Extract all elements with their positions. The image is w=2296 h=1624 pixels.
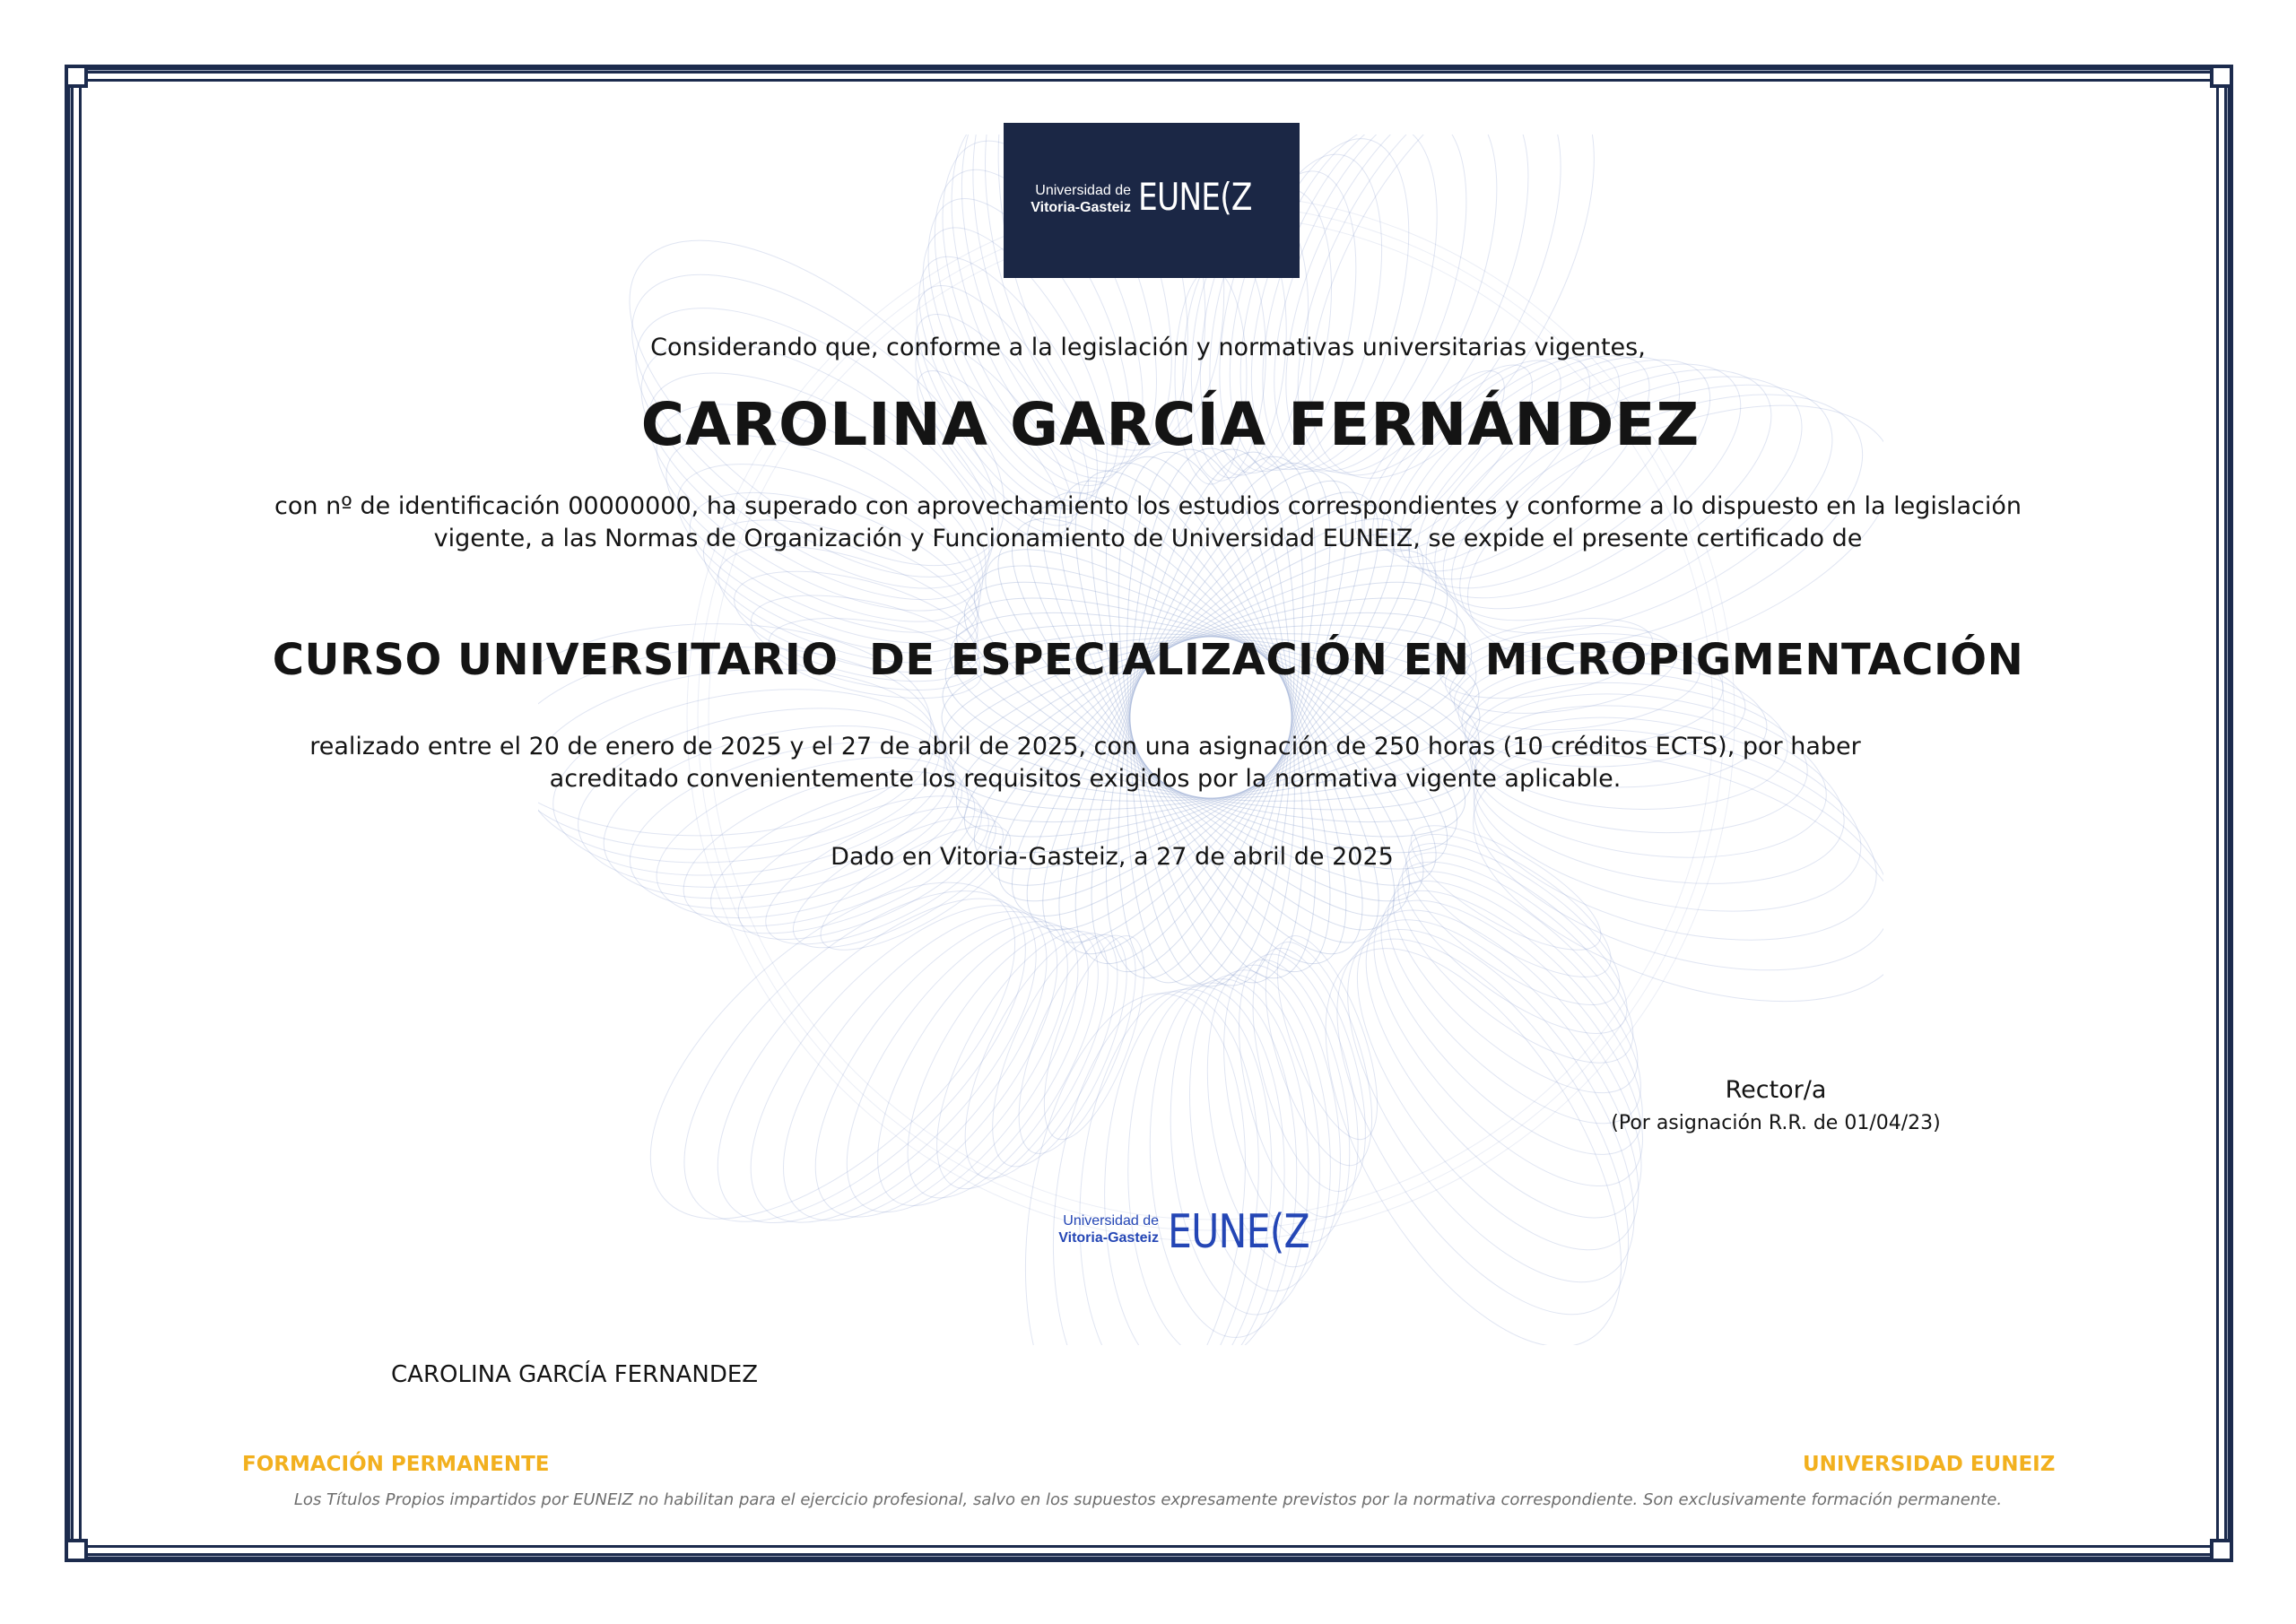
footer-program-label: FORMACIÓN PERMANENTE xyxy=(242,1453,550,1476)
issue-date: Dado en Vitoria-Gasteiz, a 27 de abril de 2025 xyxy=(831,843,1394,871)
intro-text: Considerando que, conforme a la legislación y normativas universitarias vigentes, xyxy=(650,334,1646,361)
inner-border xyxy=(79,79,2219,1548)
paragraph-line: con nº de identificación 00000000, ha superado con aprovechamiento los estudios correspondientes y conforme a lo dispuesto en la legislación xyxy=(274,492,2022,520)
paragraph-line: vigente, a las Normas de Organización y Funcionamiento de Universidad EUNEIZ, se expide el presente certificado de xyxy=(433,525,1863,552)
logo-subtitle xyxy=(1013,1212,1159,1246)
logo-line1: Universidad de xyxy=(1035,183,1131,198)
logo-wordmark: EUNE(Z xyxy=(1138,175,1252,219)
corner-ornament xyxy=(2210,1539,2233,1562)
course-title: CURSO UNIVERSITARIO DE ESPECIALIZACIÓN EN MICROPIGMENTACIÓN xyxy=(272,635,2024,685)
footer-university-label: UNIVERSIDAD EUNEIZ xyxy=(1803,1453,2056,1476)
logo-line2: Vitoria-Gasteiz xyxy=(1058,1230,1159,1246)
corner-ornament xyxy=(65,65,88,88)
corner-ornament xyxy=(65,1539,88,1562)
rector-title: Rector/a xyxy=(1725,1076,1827,1104)
legal-disclaimer: Los Títulos Propios impartidos por EUNEIZ no habilitan para el ejercicio profesional, salvo en los supuestos expresamente previstos por la normativa correspondiente. Son exclusivamente formación permanente. xyxy=(293,1490,2003,1509)
logo-subtitle xyxy=(1023,182,1131,216)
logo-line1: Universidad de xyxy=(1063,1213,1159,1229)
rector-note: (Por asignación R.R. de 01/04/23) xyxy=(1611,1112,1941,1134)
logo-line2: Vitoria-Gasteiz xyxy=(1031,200,1131,215)
recipient-name: CAROLINA GARCÍA FERNÁNDEZ xyxy=(640,390,1700,459)
corner-ornament xyxy=(2210,65,2233,88)
paragraph-line: acreditado convenientemente los requisitos exigidos por la normativa vigente aplicable. xyxy=(549,765,1622,793)
logo-wordmark: EUNE(Z xyxy=(1168,1205,1309,1259)
university-seal-logo xyxy=(1013,1202,1318,1264)
paragraph-line: realizado entre el 20 de enero de 2025 y el 27 de abril de 2025, con una asignación de 250 horas (10 créditos ECTS), por haber xyxy=(309,733,1861,760)
identification-paragraph xyxy=(0,491,2296,555)
university-logo xyxy=(1004,123,1300,278)
student-signature-name: CAROLINA GARCÍA FERNANDEZ xyxy=(391,1361,759,1388)
course-details-paragraph xyxy=(0,731,2170,795)
